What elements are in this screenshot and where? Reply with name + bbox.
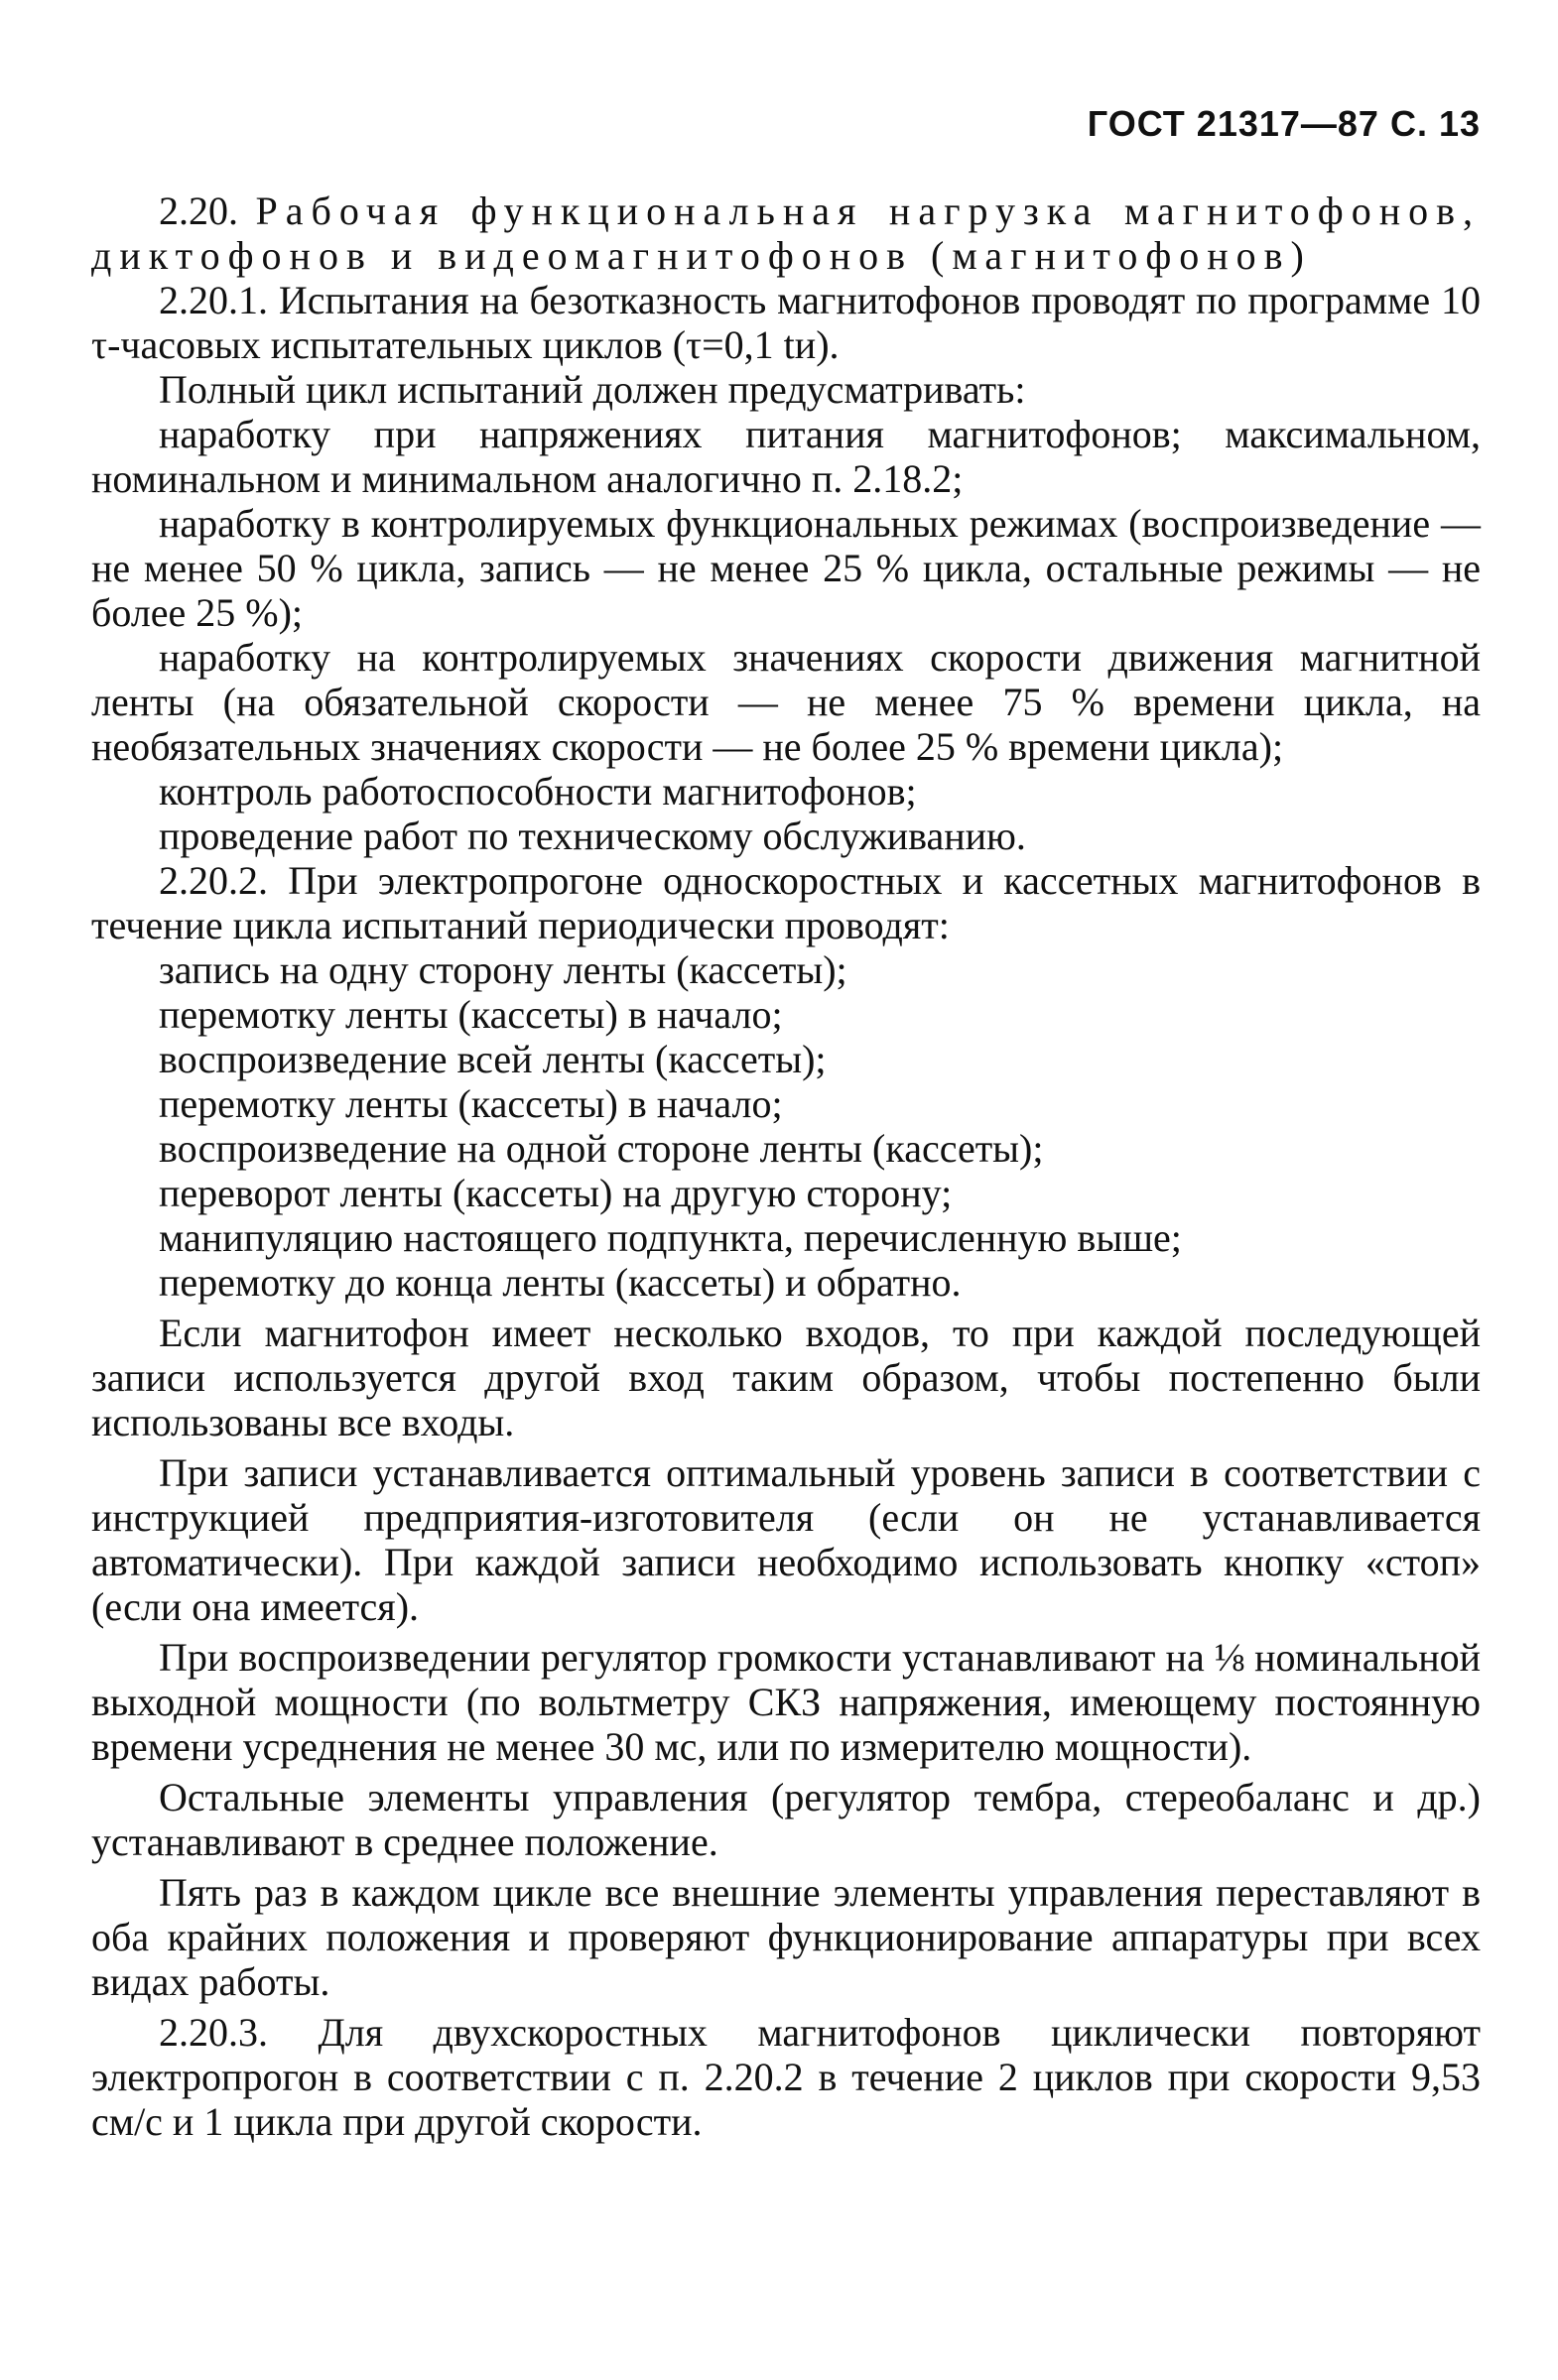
list-item: наработку в контролируемых функциональных режимах (воспроизведение — не менее 50 % цикла, запись — не менее 25 % цикла, остальные режимы — не более 25 %); xyxy=(91,501,1481,635)
list-item: запись на одну сторону ленты (кассеты); xyxy=(159,947,847,992)
section-heading xyxy=(91,188,1481,278)
list-item: перемотку до конца ленты (кассеты) и обратно. xyxy=(159,1260,962,1305)
list-item: контроль работоспособности магнитофонов; xyxy=(159,769,917,814)
paragraph: Если магнитофон имеет несколько входов, то при каждой последующей записи используется другой вход таким образом, чтобы постепенно были использованы все входы. xyxy=(91,1311,1481,1444)
list-item: манипуляцию настоящего подпункта, перечисленную выше; xyxy=(159,1215,1182,1260)
paragraph: 2.20.3. Для двухскоростных магнитофонов циклически повторяют электропрогон в соответствии с п. 2.20.2 в течение 2 циклов при скорости 9,53 см/с и 1 цикла при другой скорости. xyxy=(91,2010,1481,2144)
paragraph: Остальные элементы управления (регулятор тембра, стереобаланс и др.) устанавливают в среднее положение. xyxy=(91,1775,1481,1864)
document-body xyxy=(91,188,1481,2144)
paragraph: Полный цикл испытаний должен предусматривать: xyxy=(159,367,1026,412)
list-item: перемотку ленты (кассеты) в начало; xyxy=(159,992,783,1037)
list-item: переворот ленты (кассеты) на другую сторону; xyxy=(159,1171,953,1215)
section-number: 2.20. xyxy=(159,188,238,233)
list-item: наработку на контролируемых значениях скорости движения магнитной ленты (на обязательной скорости — не менее 75 % времени цикла, на необязательных значениях скорости — не более 25 % времени цикла); xyxy=(91,635,1481,769)
paragraph: При воспроизведении регулятор громкости устанавливают на ⅛ номинальной выходной мощности (по вольтметру СКЗ напряжения, имеющему постоянную времени усреднения не менее 30 мс, или по измерителю мощности). xyxy=(91,1635,1481,1769)
list-item: наработку при напряжениях питания магнитофонов; максимальном, номинальном и минимальном аналогично п. 2.18.2; xyxy=(91,412,1481,501)
list-item: перемотку ленты (кассеты) в начало; xyxy=(159,1081,783,1126)
document-page xyxy=(91,0,1481,2380)
section-title: Рабочая функциональная нагрузка магнитофонов, диктофонов и видеомагнитофонов (магнитофонов) xyxy=(91,188,1482,278)
list-item: воспроизведение на одной стороне ленты (кассеты); xyxy=(159,1126,1044,1171)
paragraph: 2.20.2. При электропрогоне односкоростных и кассетных магнитофонов в течение цикла испытаний периодически проводят: xyxy=(91,858,1481,947)
list-item: проведение работ по техническому обслуживанию. xyxy=(159,814,1026,858)
paragraph: 2.20.1. Испытания на безотказность магнитофонов проводят по программе 10 τ-часовых испытательных циклов (τ=0,1 tи). xyxy=(91,278,1481,367)
paragraph: Пять раз в каждом цикле все внешние элементы управления переставляют в оба крайних положения и проверяют функционирование аппаратуры при всех видах работы. xyxy=(91,1870,1481,2004)
running-header: ГОСТ 21317—87 С. 13 xyxy=(1087,103,1481,144)
list-item: воспроизведение всей ленты (кассеты); xyxy=(159,1037,827,1081)
paragraph: При записи устанавливается оптимальный уровень записи в соответствии с инструкцией предприятия-изготовителя (если он не устанавливается автоматически). При каждой записи необходимо использовать кнопку «стоп» (если она имеется). xyxy=(91,1450,1481,1629)
